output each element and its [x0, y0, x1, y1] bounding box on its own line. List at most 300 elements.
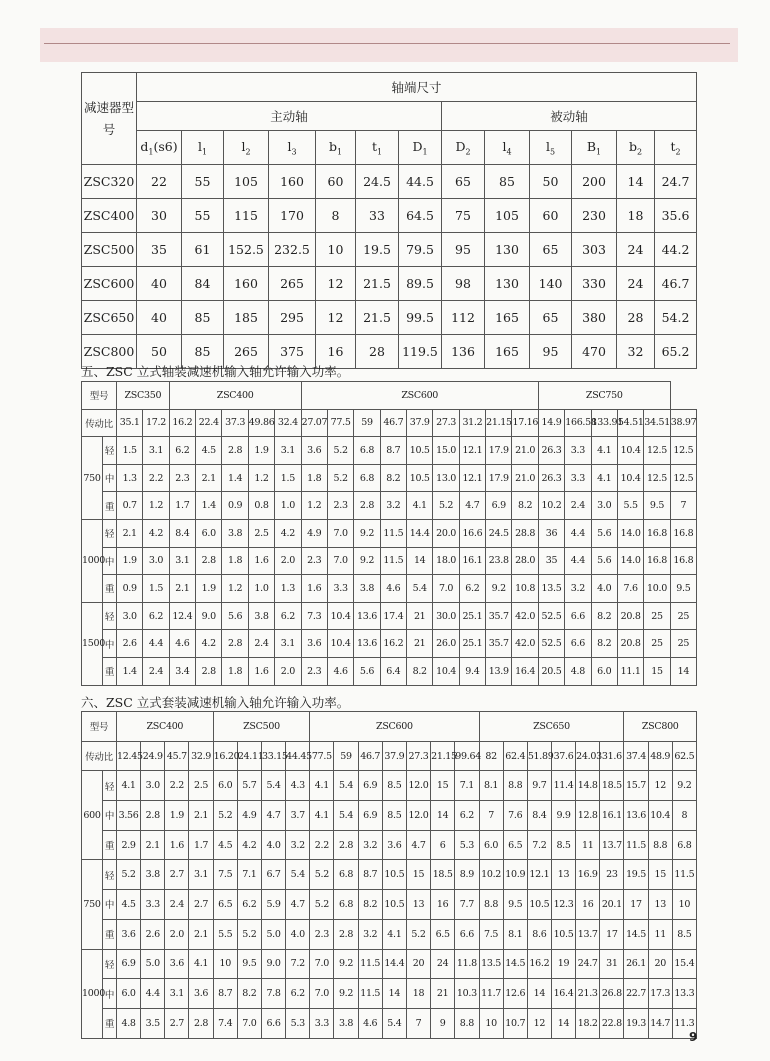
power-cell: 12 — [648, 771, 672, 801]
power-cell: 30.0 — [433, 602, 459, 630]
power-cell: 14.7 — [648, 1008, 672, 1038]
column-symbol: b — [628, 138, 637, 154]
ratio-cell: 12.45 — [117, 741, 141, 771]
ratio-cell: 22.4 — [196, 409, 222, 437]
value-cell: 119.5 — [399, 335, 442, 369]
power-cell: 8 — [672, 801, 696, 831]
power-cell: 3.0 — [591, 492, 617, 520]
power-cell: 18.5 — [431, 860, 455, 890]
power-cell: 5.4 — [286, 860, 310, 890]
power-cell: 11.5 — [380, 519, 406, 547]
table-row — [82, 464, 697, 492]
power-cell: 8.5 — [551, 830, 575, 860]
power-cell: 1.9 — [248, 437, 274, 465]
section6-title: 六、ZSC 立式套装减速机输入轴允许输入功率。 — [81, 695, 350, 710]
power-cell: 20.0 — [433, 519, 459, 547]
power-cell: 26.0 — [433, 630, 459, 658]
ratio-cell: 54.51 — [617, 409, 643, 437]
ratio-cell: 17.16 — [512, 409, 538, 437]
power-cell: 3.6 — [301, 437, 327, 465]
power-cell: 1.7 — [189, 830, 213, 860]
power-cell: 6.0 — [196, 519, 222, 547]
power-cell: 4.1 — [189, 949, 213, 979]
power-cell: 2.4 — [248, 630, 274, 658]
power-cell: 7.0 — [310, 979, 334, 1009]
column-symbol: l — [197, 138, 202, 154]
power-cell: 5.9 — [261, 890, 285, 920]
value-cell: 95 — [442, 233, 485, 267]
table-row — [82, 267, 697, 301]
power-cell: 13 — [648, 890, 672, 920]
power-cell: 21.0 — [512, 437, 538, 465]
value-cell: 200 — [572, 165, 617, 199]
column-symbol: l — [502, 138, 507, 154]
value-cell: 136 — [442, 335, 485, 369]
power-cell: 20.1 — [600, 890, 624, 920]
value-cell: 32 — [617, 335, 655, 369]
power-cell: 1.5 — [275, 464, 301, 492]
power-cell: 5.2 — [406, 919, 430, 949]
value-cell: 330 — [572, 267, 617, 301]
value-cell: 470 — [572, 335, 617, 369]
power-cell: 5.5 — [617, 492, 643, 520]
power-cell: 35.7 — [486, 630, 512, 658]
power-cell: 9.2 — [334, 979, 358, 1009]
column-header — [655, 131, 697, 165]
power-cell: 10.8 — [512, 575, 538, 603]
value-cell: 160 — [224, 267, 269, 301]
power-cell: 20 — [406, 949, 430, 979]
model-cell: ZSC600 — [82, 267, 137, 301]
power-cell: 10.5 — [407, 464, 433, 492]
power-cell: 6.0 — [591, 657, 617, 685]
power-cell: 3.2 — [286, 830, 310, 860]
power-cell: 9.5 — [503, 890, 527, 920]
power-cell: 4.2 — [275, 519, 301, 547]
power-cell: 9.2 — [354, 547, 380, 575]
load-cell: 轻 — [103, 602, 117, 630]
value-cell: 105 — [485, 199, 530, 233]
power-cell: 8.2 — [237, 979, 261, 1009]
power-cell: 9.2 — [354, 519, 380, 547]
power-cell: 4.1 — [382, 919, 406, 949]
ratio-cell: 33.15 — [261, 741, 285, 771]
ratio-cell: 37.9 — [407, 409, 433, 437]
power-cell: 15 — [644, 657, 670, 685]
model-header: ZSC650 — [479, 712, 624, 742]
power-cell: 9.0 — [196, 602, 222, 630]
power-cell: 7.1 — [237, 860, 261, 890]
table-row — [82, 301, 697, 335]
power-cell: 26.3 — [538, 437, 564, 465]
power-cell: 5.2 — [310, 890, 334, 920]
power-cell: 2.4 — [165, 890, 189, 920]
column-header — [316, 131, 356, 165]
shaft-dimension-table — [81, 72, 697, 369]
power-cell: 2.3 — [169, 464, 195, 492]
speed-cell: 1000 — [82, 949, 103, 1038]
power-cell: 5.4 — [407, 575, 433, 603]
power-cell: 3.6 — [301, 630, 327, 658]
value-cell: 130 — [485, 267, 530, 301]
power-cell: 10.3 — [455, 979, 479, 1009]
power-cell: 16 — [576, 890, 600, 920]
power-cell: 5.6 — [591, 547, 617, 575]
power-cell: 2.8 — [141, 801, 165, 831]
power-cell: 12.3 — [551, 890, 575, 920]
power-cell: 13.7 — [576, 919, 600, 949]
ratio-cell: 48.9 — [648, 741, 672, 771]
value-cell: 105 — [224, 165, 269, 199]
value-cell: 65.2 — [655, 335, 697, 369]
value-cell: 95 — [530, 335, 572, 369]
model-header: ZSC750 — [538, 382, 670, 410]
value-cell: 65 — [442, 165, 485, 199]
power-cell: 15 — [648, 860, 672, 890]
value-cell: 98 — [442, 267, 485, 301]
power-cell: 52.5 — [538, 602, 564, 630]
ratio-cell: 32.4 — [275, 409, 301, 437]
model-cell: ZSC500 — [82, 233, 137, 267]
power-cell: 5.2 — [327, 464, 353, 492]
power-cell: 3.1 — [275, 630, 301, 658]
power-cell: 1.4 — [196, 492, 222, 520]
power-cell: 11.5 — [380, 547, 406, 575]
value-cell: 30 — [137, 199, 182, 233]
power-cell: 2.5 — [248, 519, 274, 547]
column-header — [356, 131, 399, 165]
power-cell: 9.2 — [334, 949, 358, 979]
power-cell: 8.7 — [358, 860, 382, 890]
power-cell: 8.8 — [648, 830, 672, 860]
value-cell: 65 — [530, 301, 572, 335]
power-cell: 2.1 — [141, 830, 165, 860]
load-cell: 轻 — [103, 860, 117, 890]
power-cell: 1.8 — [222, 547, 248, 575]
table-row — [82, 233, 697, 267]
power-table-axial — [81, 381, 697, 686]
column-subscript: 1 — [336, 147, 343, 157]
power-cell: 10.2 — [538, 492, 564, 520]
column-header — [182, 131, 224, 165]
power-cell: 1.8 — [222, 657, 248, 685]
table-row — [82, 919, 697, 949]
power-cell: 9.5 — [670, 575, 696, 603]
power-cell: 10.0 — [644, 575, 670, 603]
column-symbol: b — [328, 138, 337, 154]
value-cell: 99.5 — [399, 301, 442, 335]
power-cell: 14.5 — [503, 949, 527, 979]
column-subscript: 1 — [376, 147, 383, 157]
power-cell: 20 — [648, 949, 672, 979]
power-cell: 3.6 — [189, 979, 213, 1009]
power-cell: 16 — [431, 890, 455, 920]
power-cell: 21.3 — [576, 979, 600, 1009]
power-cell: 2.7 — [189, 890, 213, 920]
power-cell: 20.8 — [617, 602, 643, 630]
power-cell: 8.1 — [503, 919, 527, 949]
table-row — [82, 199, 697, 233]
power-cell: 18 — [406, 979, 430, 1009]
power-cell: 1.2 — [143, 492, 169, 520]
power-cell: 5.6 — [222, 602, 248, 630]
value-cell: 35.6 — [655, 199, 697, 233]
power-cell: 13.3 — [672, 979, 696, 1009]
column-header — [269, 131, 316, 165]
power-cell: 1.6 — [165, 830, 189, 860]
power-cell: 2.8 — [189, 1008, 213, 1038]
column-subscript: 4 — [506, 147, 512, 157]
value-cell: 33 — [356, 199, 399, 233]
value-cell: 303 — [572, 233, 617, 267]
speed-cell: 750 — [82, 860, 103, 949]
power-cell: 3.0 — [141, 771, 165, 801]
power-cell: 11.4 — [551, 771, 575, 801]
value-cell: 61 — [182, 233, 224, 267]
power-cell: 4.4 — [141, 979, 165, 1009]
table-row — [82, 771, 697, 801]
power-cell: 4.1 — [117, 771, 141, 801]
speed-cell: 1000 — [82, 519, 103, 602]
power-cell: 14.0 — [617, 547, 643, 575]
power-cell: 12.5 — [670, 437, 696, 465]
power-cell: 6.0 — [213, 771, 237, 801]
power-cell: 3.1 — [143, 437, 169, 465]
power-cell: 5.2 — [237, 919, 261, 949]
column-subscript: 2 — [636, 147, 643, 157]
header-rule — [44, 43, 730, 44]
column-header — [530, 131, 572, 165]
power-cell: 25.1 — [459, 602, 485, 630]
model-cell: ZSC320 — [82, 165, 137, 199]
power-cell: 7.0 — [327, 547, 353, 575]
power-cell: 2.8 — [222, 437, 248, 465]
power-cell: 10.9 — [503, 860, 527, 890]
power-cell: 5.2 — [213, 801, 237, 831]
power-cell: 8.2 — [512, 492, 538, 520]
power-cell: 3.3 — [565, 464, 591, 492]
power-cell: 5.4 — [261, 771, 285, 801]
power-cell: 4.9 — [301, 519, 327, 547]
power-cell: 6.2 — [169, 437, 195, 465]
power-cell: 13.6 — [354, 602, 380, 630]
column-symbol: t — [670, 138, 676, 154]
power-cell: 6.8 — [334, 860, 358, 890]
power-cell: 4.3 — [286, 771, 310, 801]
load-cell: 重 — [103, 919, 117, 949]
power-cell: 1.6 — [301, 575, 327, 603]
ratio-cell: 59 — [354, 409, 380, 437]
model-cell: ZSC400 — [82, 199, 137, 233]
power-cell: 2.0 — [275, 657, 301, 685]
power-cell: 6.2 — [286, 979, 310, 1009]
power-cell: 8.8 — [455, 1008, 479, 1038]
power-cell: 8.7 — [380, 437, 406, 465]
power-cell: 13.6 — [624, 801, 648, 831]
power-cell: 2.1 — [189, 801, 213, 831]
power-cell: 7.5 — [479, 919, 503, 949]
power-cell: 14 — [407, 547, 433, 575]
column-subscript: 1 — [596, 147, 602, 157]
power-cell: 11.5 — [358, 979, 382, 1009]
table-row — [82, 575, 697, 603]
value-cell: 165 — [485, 301, 530, 335]
power-cell: 10.4 — [617, 437, 643, 465]
load-cell: 中 — [103, 547, 117, 575]
ratio-cell: 14.9 — [538, 409, 564, 437]
power-cell: 13 — [551, 860, 575, 890]
ratio-cell: 35.1 — [117, 409, 143, 437]
power-cell: 25 — [670, 630, 696, 658]
power-cell: 36 — [538, 519, 564, 547]
power-cell: 9.5 — [237, 949, 261, 979]
ratio-cell: 37.4 — [624, 741, 648, 771]
table-row — [82, 830, 697, 860]
power-cell: 25 — [670, 602, 696, 630]
table-row — [82, 801, 697, 831]
value-cell: 19.5 — [356, 233, 399, 267]
power-cell: 6.9 — [358, 771, 382, 801]
table-row — [82, 979, 697, 1009]
power-cell: 13.6 — [354, 630, 380, 658]
power-cell: 1.8 — [301, 464, 327, 492]
power-cell: 15 — [431, 771, 455, 801]
value-cell: 21.5 — [356, 301, 399, 335]
load-cell: 中 — [103, 630, 117, 658]
power-cell: 16.1 — [459, 547, 485, 575]
power-cell: 1.4 — [222, 464, 248, 492]
power-cell: 4.2 — [196, 630, 222, 658]
column-header — [617, 131, 655, 165]
column-subscript: 5 — [549, 147, 556, 157]
load-cell: 轻 — [103, 771, 117, 801]
load-cell: 轻 — [103, 437, 117, 465]
power-cell: 26.8 — [600, 979, 624, 1009]
corner-cell: 减速器型号 — [82, 73, 137, 165]
column-symbol: B — [586, 138, 597, 154]
ratio-cell: 17.2 — [143, 409, 169, 437]
power-cell: 12.4 — [169, 602, 195, 630]
power-cell: 10.5 — [551, 919, 575, 949]
drive-shaft-header: 主动轴 — [137, 102, 442, 131]
value-cell: 115 — [224, 199, 269, 233]
power-cell: 35.7 — [486, 602, 512, 630]
power-cell: 13.7 — [600, 830, 624, 860]
power-cell: 6.4 — [380, 657, 406, 685]
power-cell: 18.0 — [433, 547, 459, 575]
power-cell: 20.8 — [617, 630, 643, 658]
column-subscript: 2 — [245, 147, 251, 157]
power-cell: 14 — [527, 979, 551, 1009]
power-cell: 10.4 — [617, 464, 643, 492]
power-cell: 6.9 — [486, 492, 512, 520]
power-cell: 6.9 — [117, 949, 141, 979]
ratio-cell: 46.7 — [380, 409, 406, 437]
power-cell: 3.7 — [286, 801, 310, 831]
power-cell: 11.1 — [617, 657, 643, 685]
power-cell: 26.1 — [624, 949, 648, 979]
table-row — [82, 949, 697, 979]
power-cell: 4.4 — [565, 547, 591, 575]
power-cell: 9.7 — [527, 771, 551, 801]
column-symbol: l — [545, 138, 550, 154]
power-cell: 15 — [406, 860, 430, 890]
power-cell: 4.2 — [143, 519, 169, 547]
ratio-cell: 99.64 — [455, 741, 479, 771]
power-cell: 14.4 — [407, 519, 433, 547]
value-cell: 85 — [485, 165, 530, 199]
value-cell: 160 — [269, 165, 316, 199]
power-cell: 5.2 — [327, 437, 353, 465]
power-cell: 3.6 — [382, 830, 406, 860]
power-cell: 21.0 — [512, 464, 538, 492]
column-header — [572, 131, 617, 165]
power-cell: 2.3 — [327, 492, 353, 520]
value-cell: 85 — [182, 301, 224, 335]
power-cell: 6.9 — [358, 801, 382, 831]
power-cell: 5.4 — [382, 1008, 406, 1038]
power-cell: 2.3 — [301, 547, 327, 575]
table-row — [82, 519, 697, 547]
column-subscript: 1 — [148, 147, 154, 157]
power-cell: 2.3 — [310, 919, 334, 949]
table-row — [82, 657, 697, 685]
power-cell: 3.5 — [141, 1008, 165, 1038]
power-cell: 2.7 — [165, 1008, 189, 1038]
power-cell: 16.6 — [459, 519, 485, 547]
speed-cell: 750 — [82, 437, 103, 520]
value-cell: 64.5 — [399, 199, 442, 233]
power-cell: 3.6 — [165, 949, 189, 979]
value-cell: 55 — [182, 199, 224, 233]
value-cell: 24 — [617, 267, 655, 301]
model-cell: ZSC650 — [82, 301, 137, 335]
ratio-cell: 21.15 — [431, 741, 455, 771]
power-cell: 10.4 — [433, 657, 459, 685]
power-cell: 25 — [644, 630, 670, 658]
power-cell: 12.0 — [406, 771, 430, 801]
power-cell: 11.7 — [479, 979, 503, 1009]
power-cell: 11.5 — [624, 830, 648, 860]
ratio-cell: 31.6 — [600, 741, 624, 771]
power-cell: 7.0 — [433, 575, 459, 603]
page-number: 9 — [689, 1030, 698, 1044]
value-cell: 130 — [485, 233, 530, 267]
power-cell: 4.5 — [196, 437, 222, 465]
power-cell: 10.4 — [648, 801, 672, 831]
value-cell: 16 — [316, 335, 356, 369]
ratio-cell: 21.15 — [486, 409, 512, 437]
driven-shaft-header: 被动轴 — [442, 102, 697, 131]
power-cell: 1.3 — [117, 464, 143, 492]
power-cell: 4.6 — [327, 657, 353, 685]
power-cell: 3.6 — [117, 919, 141, 949]
power-cell: 4.7 — [406, 830, 430, 860]
power-cell: 24.5 — [486, 519, 512, 547]
power-cell: 5.7 — [237, 771, 261, 801]
value-cell: 46.7 — [655, 267, 697, 301]
column-subscript: 1 — [201, 147, 208, 157]
ratio-cell: 37.9 — [382, 741, 406, 771]
power-cell: 5.0 — [141, 949, 165, 979]
ratio-cell: 77.5 — [310, 741, 334, 771]
ratio-cell: 24.03 — [576, 741, 600, 771]
value-cell: 8 — [316, 199, 356, 233]
value-cell: 24.5 — [356, 165, 399, 199]
power-cell: 6.0 — [117, 979, 141, 1009]
ratio-cell: 31.2 — [459, 409, 485, 437]
power-cell: 7 — [479, 801, 503, 831]
